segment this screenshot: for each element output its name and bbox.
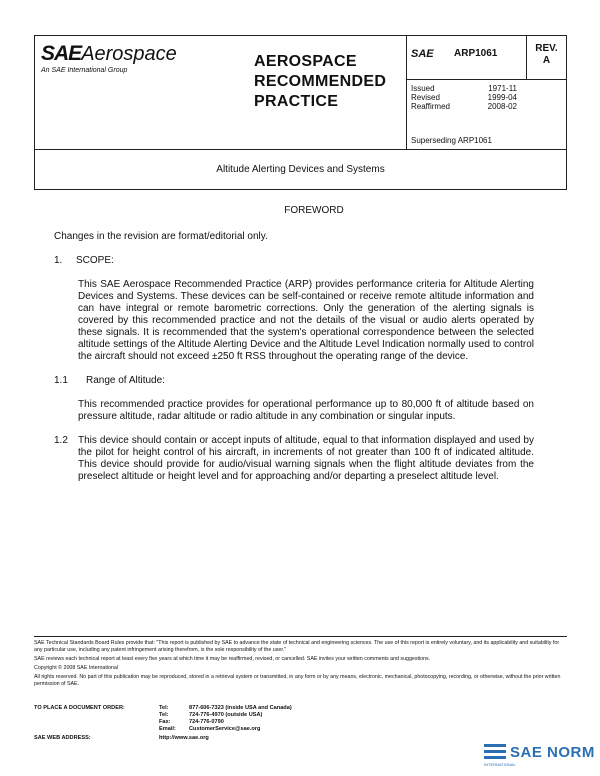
footer-rules: SAE Technical Standards Board Rules provide that: "This report is published by SAE to advance the state of technical and engineering sciences. The use of this report is entirely voluntary, and its applicability and suitability for any particular use, including any patent infringement arising therefrom, is the sole responsibility of the user." (34, 640, 560, 653)
section-1-heading: 1. SCOPE: (54, 255, 114, 266)
section-1-1-heading: 1.1 Range of Altitude: (54, 375, 165, 386)
brand-tagline: An SAE International Group (41, 67, 128, 74)
rev-label: REV. (535, 43, 558, 54)
footer-copyright: Copyright © 2008 SAE International (34, 665, 118, 671)
sae-mini-logo: SAE (411, 48, 434, 60)
section-1-2: 1.2 This device should contain or accept inputs of altitude, equal to that information displayed and used by the pilot for height control of his aircraft, in increments of not greater than 100 ft of indicated altitude. This device should provide for audio/visual warning signals when the flight altitude deviates from the preselect altitude or height level and for approaching and/or departing a preselect altitude level. (54, 435, 534, 482)
footer-notices (34, 640, 567, 690)
sae-norm-watermark (484, 742, 594, 770)
foreword-text: Changes in the revision are format/editorial only. (54, 231, 268, 242)
doc-type-line3: PRACTICE (254, 93, 339, 110)
document-header (34, 35, 567, 150)
document-body (54, 205, 534, 495)
section-1-text: This SAE Aerospace Recommended Practice (ARP) provides performance criteria for Altitude Alerting Devices and Systems. These devices can be self-contained or receive remote altitude information and can have integral or remote barometric corrections. Only the generation of the alerting signals is covered by this recommended practice and not the details of the visual or audio alerts operated by these signals. It is recommended that the system's operational correspondence between the selected altitude settings of the Altitude Alerting Device and the Altitude Level Indication normally used to control the aircraft should not exceed ±250 ft RSS throughout the operating range of the device. (78, 279, 534, 362)
brand-logo: SAE (41, 42, 82, 65)
doc-type-line1: AEROSPACE (254, 53, 357, 70)
revised-row: Revised 1999-04 (411, 93, 517, 102)
web-link[interactable]: http://www.sae.org (159, 735, 209, 741)
section-1-1-text: This recommended practice provides for operational performance up to 80,000 ft of altitude based on pressure altitude, radar altitude or radio altitude in any combination or singular inputs. (78, 399, 534, 422)
revision-cell (526, 36, 567, 80)
document-type (254, 52, 386, 112)
issued-row: Issued 1971-11 (411, 84, 517, 93)
document-title: Altitude Alerting Devices and Systems (34, 150, 567, 190)
sae-norm-logo-icon (484, 742, 508, 764)
brand-name: Aerospace (81, 43, 177, 65)
doc-number-cell (406, 36, 526, 80)
section-1-2-text: This device should contain or accept inputs of altitude, equal to that information displayed and used by the pilot for height control of his aircraft, in increments of not greater than 100 ft of indicated altitude. This device should provide for audio/visual warning signals when the flight altitude deviates from the preselect altitude or height level and for approaching and/or departing a preselect altitude level. (78, 435, 534, 482)
document-dates (411, 84, 517, 111)
footer-rights: All rights reserved. No part of this publication may be reproduced, stored in a retrieval system or transmitted, in any form or by any means, electronic, mechanical, photocopying, recording, or otherwise, without the prior written permission of SAE. (34, 674, 561, 687)
watermark-sub: INTERNATIONAL (484, 762, 516, 767)
footer-review: SAE reviews each technical report at least every five years at which time it may be reaffirmed, revised, or cancelled. SAE invites your written comments and suggestions. (34, 656, 431, 662)
email-link[interactable]: CustomerService@sae.org (189, 726, 261, 732)
reaffirmed-row: Reaffirmed 2008-02 (411, 102, 517, 111)
doc-number: ARP1061 (454, 48, 498, 59)
watermark-text: SAE NORM (510, 744, 595, 761)
superseding-note: Superseding ARP1061 (411, 136, 492, 145)
order-info: TO PLACE A DOCUMENT ORDER: Tel: 877-606-7323 (inside USA and Canada) Tel: 724-776-4970 (outside USA) Fax: 724-776-0790 Email: CustomerService@sae.org SAE WEB ADDRESS: http://www.sae.org (34, 705, 292, 741)
footer-divider (34, 636, 567, 637)
document-info-box (406, 36, 526, 149)
sae-aerospace-logo (41, 42, 177, 74)
doc-type-line2: RECOMMENDED (254, 73, 387, 90)
foreword-heading: FOREWORD (284, 205, 344, 216)
rev-value: A (542, 55, 551, 66)
